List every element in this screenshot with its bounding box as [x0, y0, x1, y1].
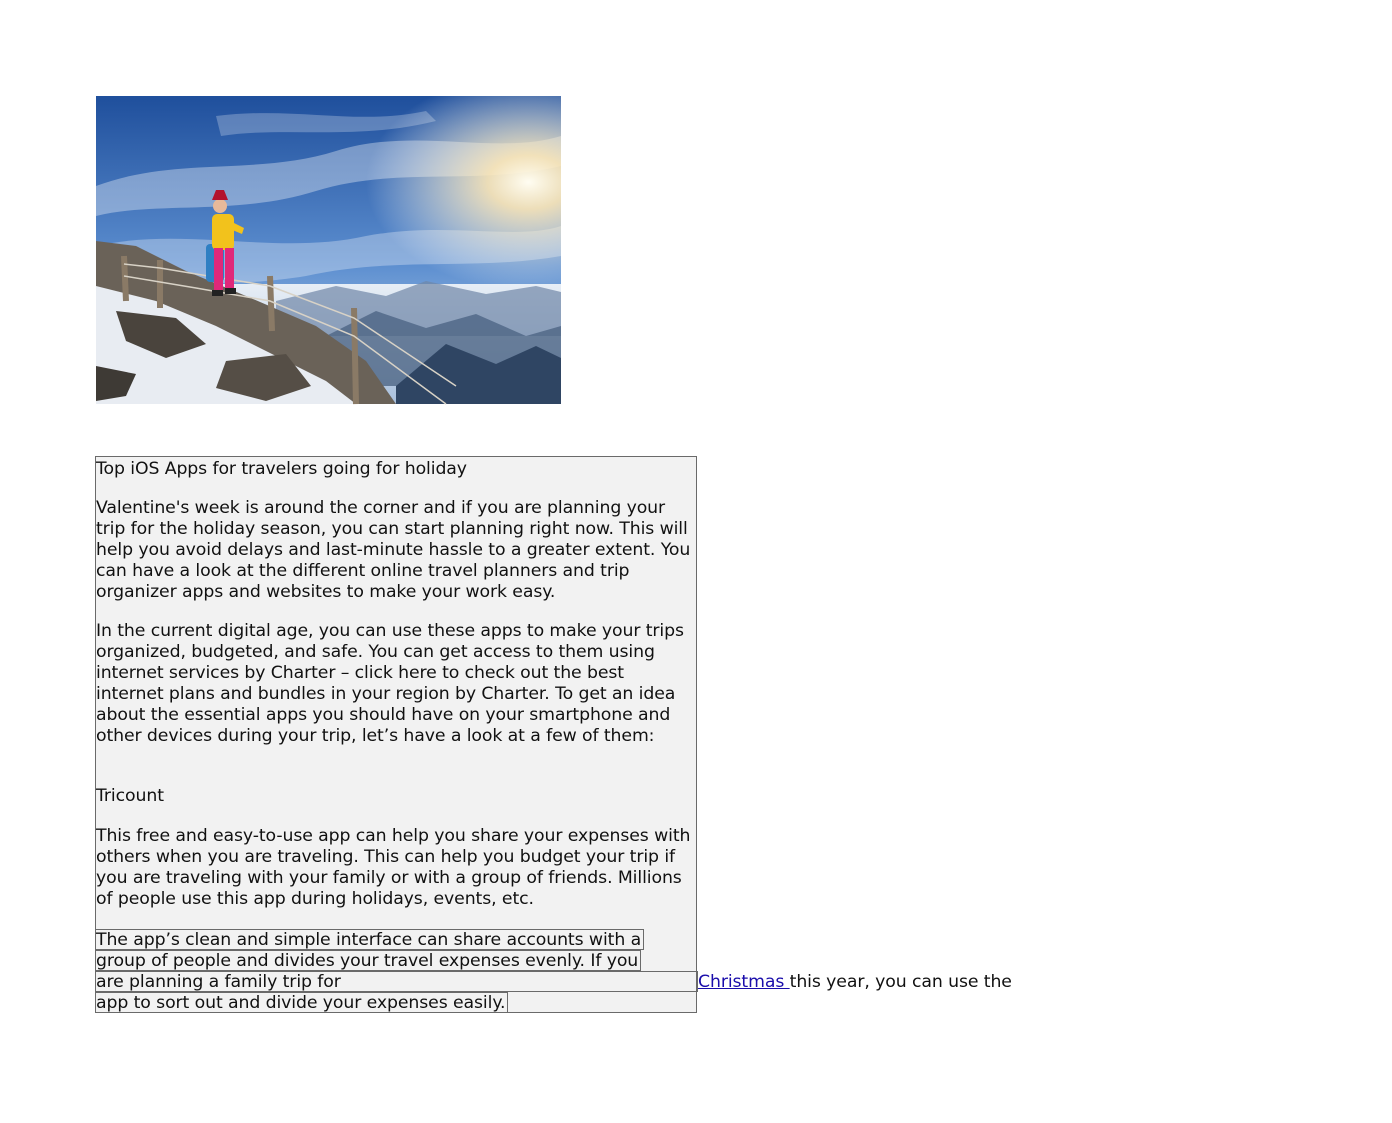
- article-panel: [95, 456, 1012, 1013]
- tricount-paragraph: This free and easy-to-use app can help you share your expenses with others when you are traveling. This can help you budget your trip if you are traveling with your family or with a group of friends. Millions of people use this app during holidays, events, etc.: [96, 826, 691, 909]
- paragraph-line: The app’s clean and simple interface can share accounts with a: [96, 929, 696, 950]
- digital-age-paragraph: In the current digital age, you can use these apps to make your trips organized, budgeted, and safe. You can get access to them using internet services by Charter – click here to check out the best internet plans and bundles in your region by Charter. To get an idea about the essential apps you should have on your smartphone and other devices during your trip, let’s have a look at a few of them:: [96, 621, 684, 746]
- tricount-details-paragraph: [96, 929, 1012, 1013]
- christmas-link[interactable]: Christmas: [698, 972, 790, 992]
- hero-image: [96, 96, 561, 404]
- paragraph-line: app to sort out and divide your expenses easily.: [96, 992, 696, 1013]
- paragraph-line: group of people and divides your travel expenses evenly. If you: [96, 950, 696, 971]
- paragraph-line: are planning a family trip for Christmas this year, you can use the: [96, 972, 1012, 992]
- section-heading-tricount: Tricount: [96, 786, 164, 806]
- mountain-hiker-photo: [96, 96, 561, 404]
- intro-paragraph: Valentine's week is around the corner and if you are planning your trip for the holiday season, you can start planning right now. This will help you avoid delays and last-minute hassle to a greater extent. You can have a look at the different online travel planners and trip organizer apps and websites to make your work easy.: [96, 498, 691, 602]
- article-title: Top iOS Apps for travelers going for holiday: [96, 459, 467, 479]
